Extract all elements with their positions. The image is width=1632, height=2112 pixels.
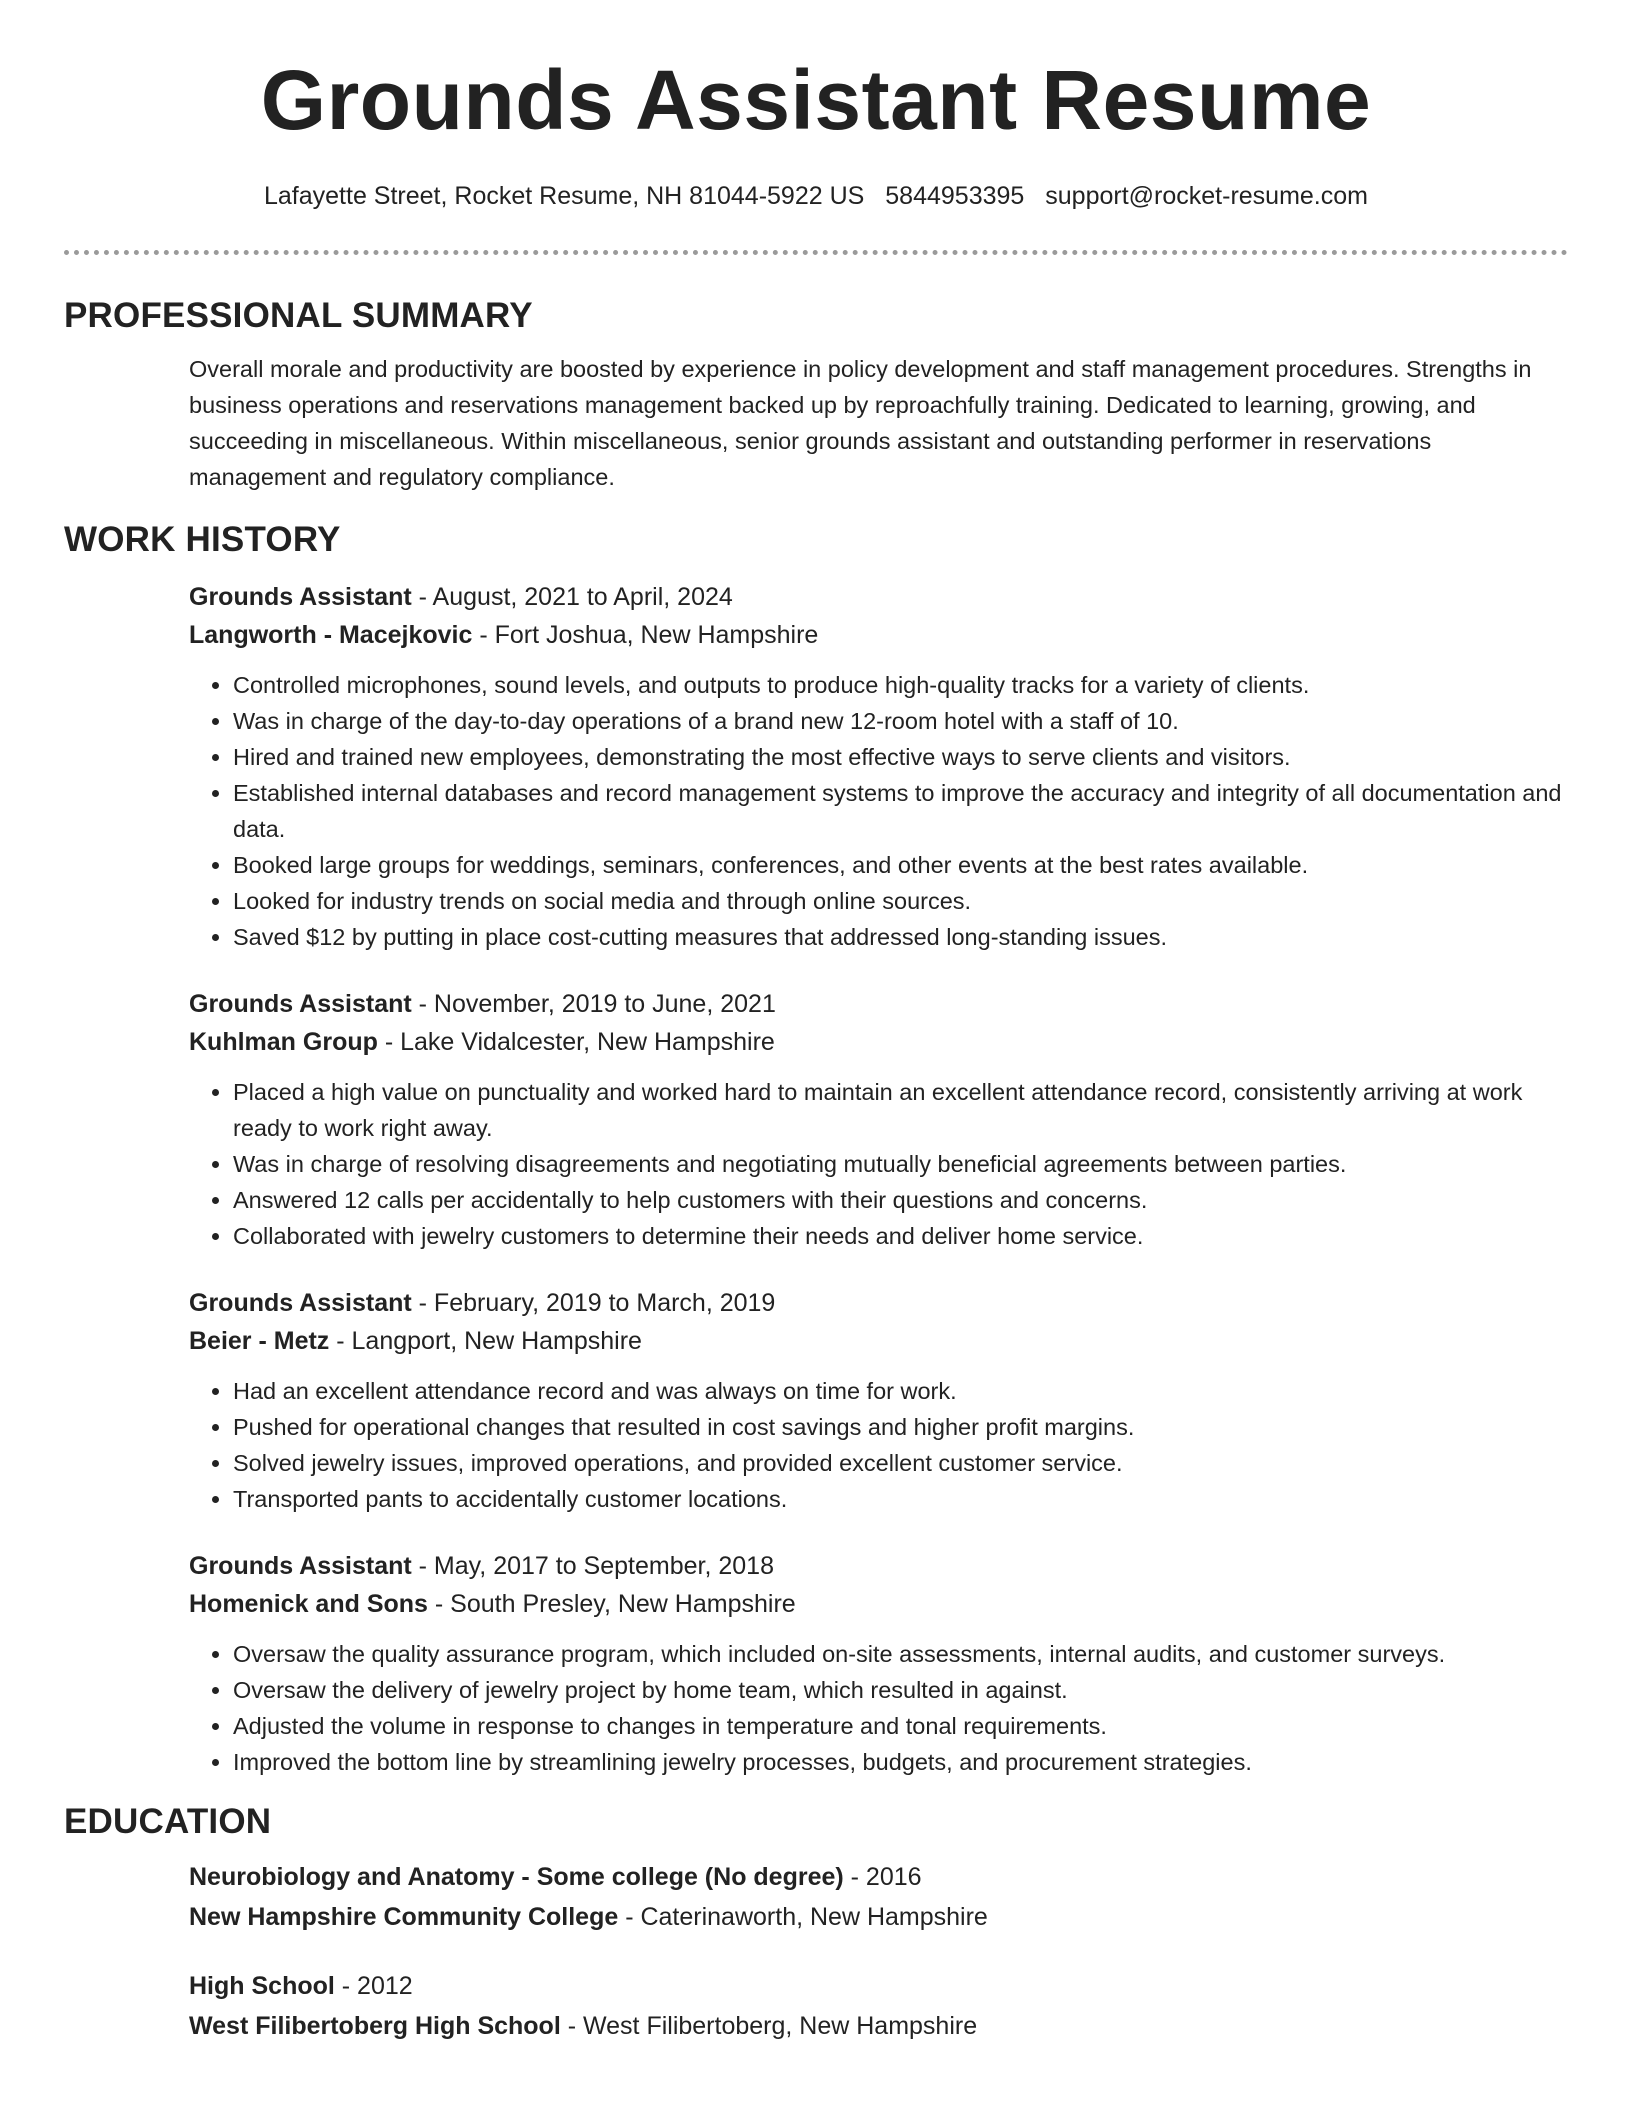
list-item: • Oversaw the delivery of jewelry project by home team, which resulted in against. bbox=[233, 1672, 1568, 1708]
job-entry bbox=[189, 578, 1568, 955]
job-location: - Langport, New Hampshire bbox=[329, 1327, 642, 1355]
job-dates: - August, 2021 to April, 2024 bbox=[411, 583, 733, 611]
education-location: - Caterinaworth, New Hampshire bbox=[618, 1902, 988, 1931]
education-degree-line bbox=[189, 1858, 1568, 1898]
education-heading: EDUCATION bbox=[64, 1802, 272, 1841]
job-bullets bbox=[189, 1074, 1568, 1254]
list-item: • Transported pants to accidentally customer locations. bbox=[233, 1481, 1568, 1517]
summary-section bbox=[64, 296, 1568, 495]
list-item: • Placed a high value on punctuality and worked hard to maintain an excellent attendance record, consistently arriving at work ready to work right away. bbox=[233, 1074, 1568, 1146]
education-degree-line bbox=[189, 1967, 1568, 2007]
job-dates: - May, 2017 to September, 2018 bbox=[411, 1552, 774, 1580]
job-company: Kuhlman Group bbox=[189, 1028, 378, 1056]
education-school: New Hampshire Community College bbox=[189, 1902, 619, 1931]
list-item: • Adjusted the volume in response to changes in temperature and tonal requirements. bbox=[233, 1708, 1568, 1744]
list-item: • Was in charge of the day-to-day operations of a brand new 12-room hotel with a staff of 10. bbox=[233, 703, 1568, 739]
job-title-line bbox=[189, 1547, 1568, 1585]
list-item: • Oversaw the quality assurance program, which included on-site assessments, internal audits, and customer surveys. bbox=[233, 1636, 1568, 1672]
job-company-line bbox=[189, 1585, 1568, 1623]
education-degree: High School bbox=[189, 1972, 335, 2000]
job-title: Grounds Assistant bbox=[189, 1289, 412, 1317]
resume-content bbox=[64, 296, 1568, 2046]
education-entry bbox=[189, 1858, 1568, 1937]
work-history-section bbox=[64, 520, 1568, 1780]
education-year: - 2012 bbox=[334, 1972, 413, 2000]
header-divider bbox=[64, 250, 1568, 255]
summary-heading: PROFESSIONAL SUMMARY bbox=[64, 296, 533, 335]
contact-address: Lafayette Street, Rocket Resume, NH 81044-5922 US bbox=[264, 182, 865, 210]
list-item: • Looked for industry trends on social media and through online sources. bbox=[233, 883, 1568, 919]
education-school: West Filibertoberg High School bbox=[189, 2011, 561, 2040]
education-degree: Neurobiology and Anatomy - Some college (No degree) bbox=[189, 1863, 844, 1891]
resume-title: Grounds Assistant Resume bbox=[260, 53, 1372, 147]
list-item: • Pushed for operational changes that resulted in cost savings and higher profit margins. bbox=[233, 1409, 1568, 1445]
job-title-line bbox=[189, 578, 1568, 616]
list-item: • Collaborated with jewelry customers to determine their needs and deliver home service. bbox=[233, 1218, 1568, 1254]
summary-text: Overall morale and productivity are boosted by experience in policy development and staff management procedures. Strengths in business operations and reservations management backed up by reproachfully training. Dedicated to learning, growing, and succeeding in miscellaneous. Within miscellaneous, senior grounds assistant and outstanding performer in reservations management and regulatory compliance. bbox=[189, 356, 1532, 490]
job-bullets bbox=[189, 1373, 1568, 1517]
job-entry bbox=[189, 1284, 1568, 1517]
job-company: Langworth - Macejkovic bbox=[189, 621, 473, 649]
list-item: • Answered 12 calls per accidentally to help customers with their questions and concerns. bbox=[233, 1182, 1568, 1218]
list-item: • Improved the bottom line by streamlining jewelry processes, budgets, and procurement strategies. bbox=[233, 1744, 1568, 1780]
job-title: Grounds Assistant bbox=[189, 583, 412, 611]
education-school-line bbox=[189, 2007, 1568, 2047]
contact-line bbox=[0, 182, 1632, 211]
list-item: • Booked large groups for weddings, seminars, conferences, and other events at the best rates available. bbox=[233, 847, 1568, 883]
job-entry bbox=[189, 985, 1568, 1254]
education-section bbox=[64, 1802, 1568, 2046]
job-location: - Lake Vidalcester, New Hampshire bbox=[377, 1028, 775, 1056]
list-item: • Was in charge of resolving disagreements and negotiating mutually beneficial agreements between parties. bbox=[233, 1146, 1568, 1182]
contact-phone: 5844953395 bbox=[885, 182, 1025, 210]
job-company: Beier - Metz bbox=[189, 1327, 330, 1355]
job-location: - South Presley, New Hampshire bbox=[427, 1590, 796, 1618]
list-item: • Saved $12 by putting in place cost-cutting measures that addressed long-standing issues. bbox=[233, 919, 1568, 955]
job-location: - Fort Joshua, New Hampshire bbox=[472, 621, 819, 649]
job-company-line bbox=[189, 1322, 1568, 1360]
job-entry bbox=[189, 1547, 1568, 1780]
education-location: - West Filibertoberg, New Hampshire bbox=[560, 2011, 978, 2040]
list-item: • Established internal databases and record management systems to improve the accuracy and integrity of all documentation and data. bbox=[233, 775, 1568, 847]
education-entry bbox=[189, 1967, 1568, 2046]
job-title-line bbox=[189, 1284, 1568, 1322]
job-dates: - November, 2019 to June, 2021 bbox=[411, 990, 776, 1018]
job-dates: - February, 2019 to March, 2019 bbox=[411, 1289, 776, 1317]
education-school-line bbox=[189, 1898, 1568, 1938]
contact-email: support@rocket-resume.com bbox=[1045, 182, 1368, 210]
list-item: • Controlled microphones, sound levels, and outputs to produce high-quality tracks for a variety of clients. bbox=[233, 667, 1568, 703]
list-item: • Had an excellent attendance record and was always on time for work. bbox=[233, 1373, 1568, 1409]
list-item: • Hired and trained new employees, demonstrating the most effective ways to serve clients and visitors. bbox=[233, 739, 1568, 775]
job-bullets bbox=[189, 1636, 1568, 1780]
job-title: Grounds Assistant bbox=[189, 1552, 412, 1580]
job-company-line bbox=[189, 1023, 1568, 1061]
work-history-heading: WORK HISTORY bbox=[64, 520, 341, 559]
job-company-line bbox=[189, 616, 1568, 654]
list-item: • Solved jewelry issues, improved operations, and provided excellent customer service. bbox=[233, 1445, 1568, 1481]
education-year: - 2016 bbox=[843, 1863, 922, 1891]
job-bullets bbox=[189, 667, 1568, 955]
job-title: Grounds Assistant bbox=[189, 990, 412, 1018]
job-title-line bbox=[189, 985, 1568, 1023]
job-company: Homenick and Sons bbox=[189, 1590, 428, 1618]
